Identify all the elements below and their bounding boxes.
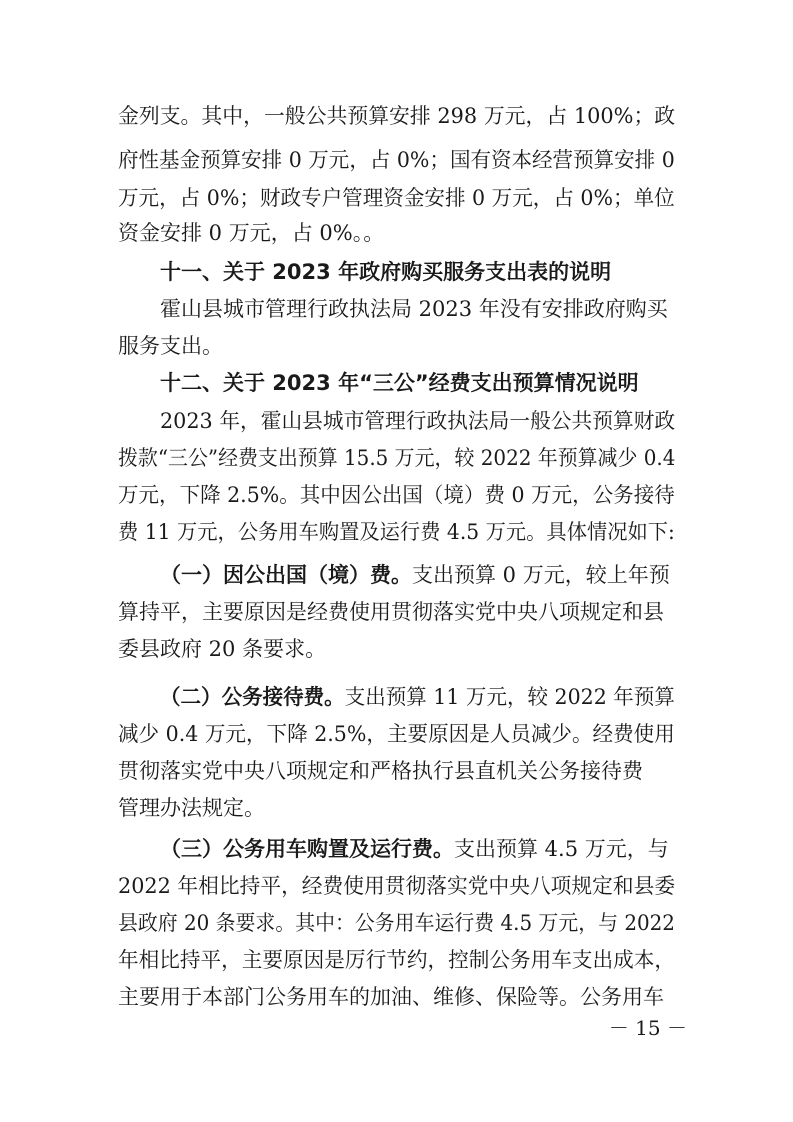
line-text: 年相比持平，主要原因是厉行节约，控制公务用车支出成本， [118,948,676,972]
line-text: 万元，占 0%；财政专户管理资金安排 0 万元，占 0%；单位 [118,186,675,210]
page-number: － 15 － [608,1016,687,1040]
text-line [0,756,793,786]
subheading-2: （二）公务接待费。 [160,685,345,709]
line-text: 拨款“三公”经费支出预算 15.5 万元，较 2022 年预算减少 0.4 [118,446,676,470]
line-text: 主要用于本部门公务用车的加油、维修、保险等。公务用车 [118,985,664,1009]
line-text: 万元，下降 2.5%。其中因公出国（境）费 0 万元，公务接待 [118,483,675,507]
text-line [0,719,793,749]
text-line [0,218,793,248]
text-line [0,871,793,901]
line-text: 2022 年相比持平，经费使用贯彻落实党中央八项规定和县委 [118,874,676,898]
line-text: 管理办法规定。 [118,796,265,820]
line-text: 支出预算 11 万元，较 2022 年预算 [344,685,675,709]
text-line [0,294,793,324]
text-line [0,682,793,712]
text-line [0,945,793,975]
line-text: 支出预算 0 万元，较上年预 [412,563,670,587]
text-line [0,634,793,664]
line-text: 服务支出。 [118,334,223,358]
text-line [0,597,793,627]
heading-text: 十一、关于 2023 年政府购买服务支出表的说明 [160,260,612,284]
line-text: 2023 年，霍山县城市管理行政执法局一般公共预算财政 [160,409,676,433]
text-line [0,145,793,175]
text-line [0,517,793,547]
text-line [0,406,793,436]
section-heading-11 [0,257,793,287]
line-text: 减少 0.4 万元，下降 2.5%，主要原因是人员减少。经费使用 [118,722,675,746]
line-text: 资金安排 0 万元，占 0%。。 [118,221,385,245]
section-heading-12 [0,368,793,398]
line-text: 府性基金预算安排 0 万元，占 0%；国有资本经营预算安排 0 [118,148,675,172]
line-text: 县政府 20 条要求。其中：公务用车运行费 4.5 万元，与 2022 [118,911,675,935]
text-line [0,560,793,590]
text-line [0,834,793,864]
subheading-3: （三）公务用车购置及运行费。 [160,837,454,861]
line-text: 支出预算 4.5 万元，与 [454,837,669,861]
line-text: 金列支。其中，一般公共预算安排 298 万元，占 100%；政 [118,104,676,128]
line-text: 贯彻落实党中央八项规定和严格执行县直机关公务接待费 [118,759,643,783]
line-text: 霍山县城市管理行政执法局 2023 年没有安排政府购买 [160,297,668,321]
line-text: 委县政府 20 条要求。 [118,637,327,661]
text-line [0,331,793,361]
text-line [0,443,793,473]
text-line [0,183,793,213]
line-text: 算持平，主要原因是经费使用贯彻落实党中央八项规定和县 [118,600,664,624]
heading-text: 十二、关于 2023 年“三公”经费支出预算情况说明 [160,371,639,395]
text-line [0,793,793,823]
text-line [0,982,793,1012]
line-text: 费 11 万元，公务用车购置及运行费 4.5 万元。具体情况如下: [118,520,675,544]
subheading-1: （一）因公出国（境）费。 [160,563,412,587]
text-line [0,908,793,938]
text-line [0,101,793,131]
text-line [0,480,793,510]
